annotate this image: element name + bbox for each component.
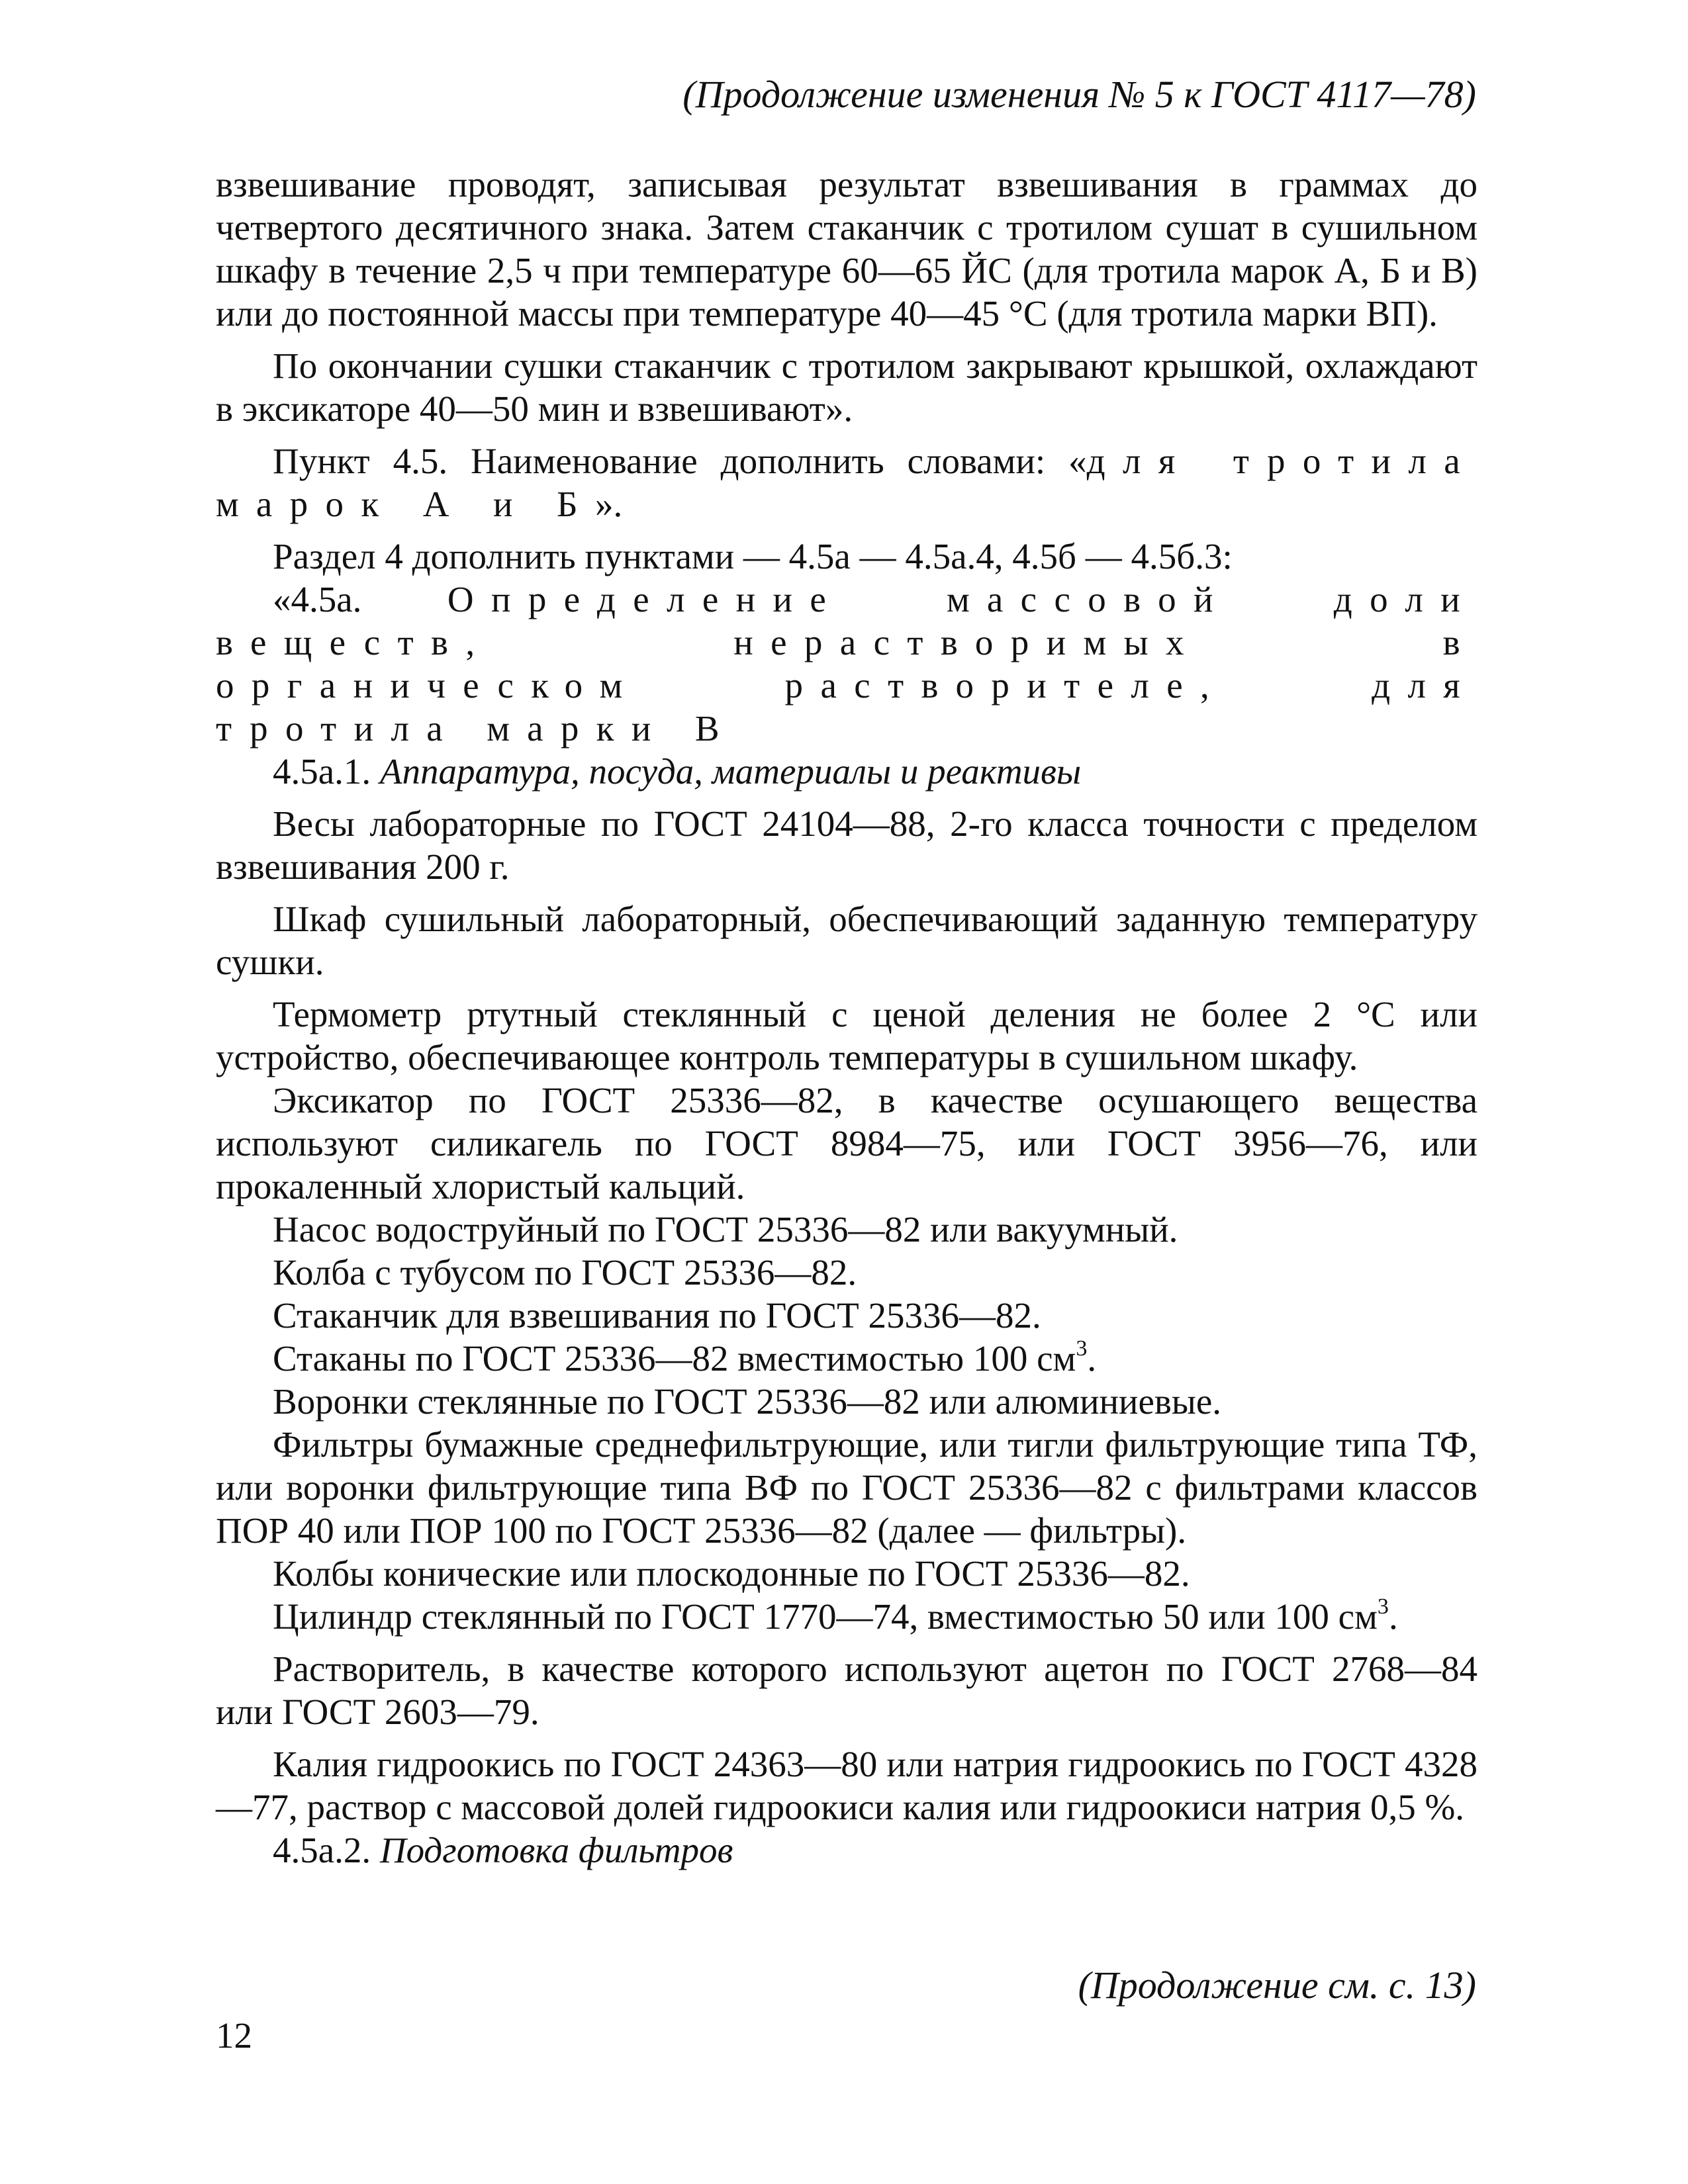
heading-4-5a-number: «4.5а.: [273, 579, 447, 619]
cylinder-end: .: [1388, 1596, 1398, 1637]
paragraph-desiccator: Эксикатор по ГОСТ 25336—82, в качестве осушающего вещества используют силикагель по ГОСТ 8984—75, или ГОСТ 3956—76, или прокаленный хлористый кальций.: [216, 1080, 1477, 1206]
paragraph-filters: Фильтры бумажные среднефильтрующие, или тигли фильтрующие типа ТФ, или воронки фильтрующие типа ВФ по ГОСТ 25336—82 с фильтрами классов ПОР 40 или ПОР 100 по ГОСТ 25336—82 (далее — фильтры).: [216, 1424, 1477, 1551]
paragraph-pump: Насос водоструйный по ГОСТ 25336—82 или вакуумный.: [273, 1209, 1178, 1250]
paragraph-hydroxide: Калия гидроокись по ГОСТ 24363—80 или натрия гидроокись по ГОСТ 4328—77, раствор с массовой долей гидроокиси калия или гидроокиси натрия 0,5 %.: [216, 1744, 1477, 1827]
cylinder-superscript: 3: [1377, 1594, 1389, 1619]
paragraph-weighing-continuation: взвешивание проводят, записывая результат взвешивания в граммах до четвертого десятичного знака. Затем стаканчик с тротилом сушат в сушильном шкафу в течение 2,5 ч при температуре 60—65 ЙС (для тротила марок А, Б и В) или до постоянной массы при температуре 40—45 °С (для тротила марки ВП).: [216, 164, 1477, 334]
paragraph-scales: Весы лабораторные по ГОСТ 24104—88, 2-го класса точности с пределом взвешивания 200 г.: [216, 803, 1477, 887]
heading-4-5a-1-title: Аппаратура, посуда, материалы и реактивы: [379, 751, 1082, 792]
cylinder-text: Цилиндр стеклянный по ГОСТ 1770—74, вместимостью 50 или 100 см: [273, 1596, 1378, 1637]
page-number: 12: [216, 2015, 252, 2056]
paragraph-section-4-additions: Раздел 4 дополнить пунктами — 4.5а — 4.5а.4, 4.5б — 4.5б.3:: [273, 536, 1233, 576]
item-4-5-suffix: ».: [594, 484, 623, 524]
beakers-text: Стаканы по ГОСТ 25336—82 вместимостью 100 см: [273, 1338, 1076, 1379]
paragraph-flask-tubulus: Колба с тубусом по ГОСТ 25336—82.: [273, 1252, 857, 1293]
paragraph-4-5a-heading: [216, 578, 1477, 750]
continuation-note: (Продолжение см. с. 13): [1078, 1964, 1476, 2007]
item-4-5-prefix: Пункт 4.5. Наименование дополнить словами: «: [273, 441, 1087, 481]
paragraph-4-5a-1-heading: [216, 750, 1477, 793]
paragraph-solvent: Растворитель, в качестве которого используют ацетон по ГОСТ 2768—84 или ГОСТ 2603—79.: [216, 1649, 1477, 1732]
paragraph-item-4-5: [216, 439, 1477, 525]
heading-4-5a-1-number: 4.5а.1.: [273, 751, 380, 792]
paragraph-drying-end: По окончании сушки стаканчик с тротилом закрывают крышкой, охлаждают в эксикаторе 40—50 мин и взвешивают».: [216, 345, 1477, 429]
beakers-superscript: 3: [1076, 1336, 1088, 1361]
paragraph-drying-cabinet: Шкаф сушильный лабораторный, обеспечивающий заданную температуру сушки.: [216, 899, 1477, 982]
paragraph-conical-flasks: Колбы конические или плоскодонные по ГОСТ 25336—82.: [273, 1553, 1190, 1594]
running-header: (Продолжение изменения № 5 к ГОСТ 4117—78): [682, 73, 1476, 116]
paragraph-4-5a-2-heading: [216, 1829, 1477, 1872]
paragraph-cylinder: [216, 1595, 1477, 1638]
paragraph-beakers: [216, 1337, 1477, 1380]
beakers-end: .: [1087, 1338, 1097, 1379]
item-4-5-spaced-text: для тротила марок А и Б: [216, 441, 1478, 524]
paragraph-thermometer: Термометр ртутный стеклянный с ценой деления не более 2 °С или устройство, обеспечивающее контроль температуры в сушильном шкафу.: [216, 994, 1477, 1077]
document-body: [216, 163, 1477, 1872]
paragraph-weighing-cup: Стаканчик для взвешивания по ГОСТ 25336—82.: [273, 1295, 1041, 1336]
heading-4-5a-title: Определение массовой доли веществ, нерастворимых в органическом растворителе, для тротила марки В: [216, 579, 1477, 749]
paragraph-funnels: Воронки стеклянные по ГОСТ 25336—82 или алюминиевые.: [273, 1381, 1221, 1422]
heading-4-5a-2-title: Подготовка фильтров: [379, 1830, 733, 1870]
heading-4-5a-2-number: 4.5а.2.: [273, 1830, 380, 1870]
